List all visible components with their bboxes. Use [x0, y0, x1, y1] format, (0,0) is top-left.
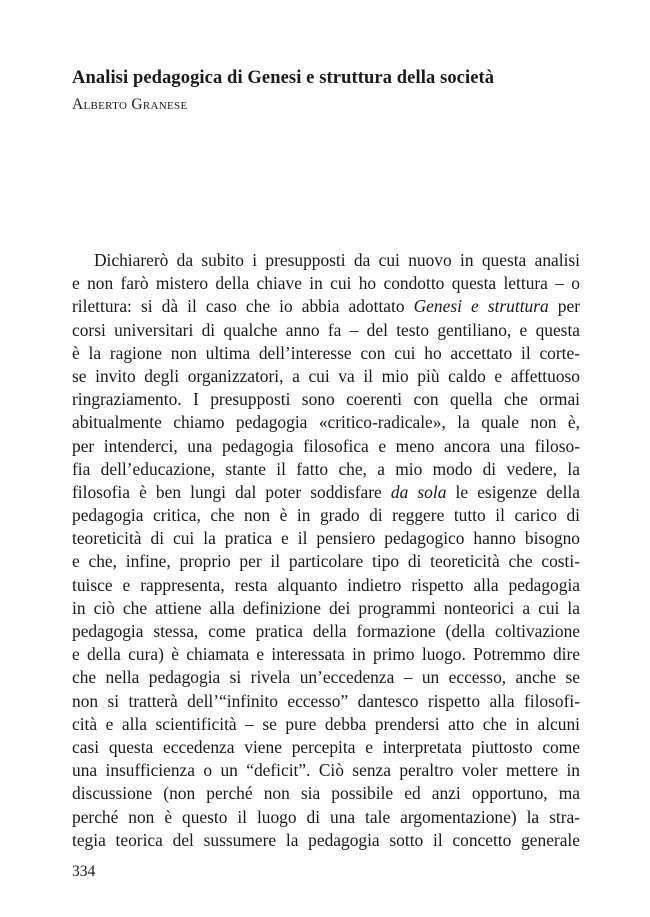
text-line: [72, 527, 580, 550]
text-run: pedagogia stessa, come pratica della formazione (della coltivazione: [72, 621, 580, 641]
article-title: Analisi pedagogica di Genesi e struttura della società: [72, 68, 495, 88]
text-line: [72, 388, 580, 411]
text-line: [72, 759, 580, 782]
text-run: rilettura: si dà il caso che io abbia adottato: [72, 296, 414, 317]
text-line: [72, 736, 580, 759]
text-line: [72, 806, 580, 829]
article-author: Alberto Granese: [72, 96, 188, 113]
text-run: per intenderci, una pedagogia filosofica e meno ancora una filoso-: [72, 435, 580, 456]
text-run: una insufficienza o un “deficit”. Ciò senza peraltro voler mettere in: [72, 760, 580, 781]
text-run: pedagogia critica, che non è in grado di reggere tutto il carico di: [72, 505, 580, 526]
text-line: [72, 550, 580, 573]
text-run: non si tratterà dell’“infinito eccesso” dantesco rispetto alla filosofi-: [72, 690, 580, 711]
text-line: [72, 504, 580, 527]
text-run: e non farò mistero della chiave in cui ho condotto questa lettura – o: [72, 273, 580, 294]
text-run: perché non è questo il luogo di una tale argomentazione) la stra-: [72, 806, 580, 827]
text-line: [72, 620, 580, 643]
body-paragraph: [72, 249, 580, 852]
text-line: [72, 829, 580, 852]
italic-title: Genesi e struttura: [413, 296, 549, 317]
text-run: se invito degli organizzatori, a cui va il mio più caldo e affettuoso: [72, 365, 580, 386]
text-line: [72, 365, 580, 388]
text-run: teoreticità di cui la pratica e il pensiero pedagogico hanno bisogno: [72, 528, 580, 549]
italic-title: da sola: [390, 481, 447, 502]
text-line: [72, 574, 580, 597]
text-run: tuisce e rappresenta, resta alquanto indietro rispetto alla pedagogia: [72, 574, 580, 595]
text-line: [72, 713, 580, 736]
text-line: [72, 782, 580, 805]
text-run: tegia teorica del sussumere la pedagogia sotto il concetto generale: [72, 829, 580, 850]
text-line: [72, 458, 580, 481]
text-line: [72, 435, 580, 458]
text-run: Dichiarerò da subito i presupposti da cui nuovo in questa analisi: [94, 250, 580, 270]
text-line: [72, 249, 580, 272]
text-run: le esigenze della: [446, 481, 581, 502]
text-run: per: [548, 296, 580, 317]
text-line: [72, 342, 580, 365]
text-run: discussione (non perché non sia possibile ed anzi opportuno, ma: [72, 783, 580, 804]
text-run: ringraziamento. I presupposti sono coerenti con quella che ormai: [72, 389, 580, 410]
text-run: che nella pedagogia si rivela un’eccedenza – un eccesso, anche se: [72, 667, 580, 688]
text-run: abitualmente chiamo pedagogia «critico-radicale», la quale non è,: [72, 412, 580, 433]
text-line: [72, 295, 580, 318]
text-run: cità e alla scientificità – se pure debba prendersi atto che in alcuni: [72, 713, 580, 734]
text-run: e della cura) è chiamata e interessata in primo luogo. Potremmo dire: [72, 644, 580, 665]
text-line: [72, 481, 580, 504]
text-run: fia dell’educazione, stante il fatto che, a mio modo di vedere, la: [72, 458, 580, 479]
text-line: [72, 597, 580, 620]
page-number: 334: [72, 863, 96, 880]
text-line: [72, 643, 580, 666]
text-line: [72, 690, 580, 713]
text-run: corsi universitari di qualche anno fa – del testo gentiliano, e questa: [72, 319, 580, 340]
text-line: [72, 319, 580, 342]
text-run: e che, infine, proprio per il particolare tipo di teoreticità che costi-: [72, 551, 580, 572]
text-line: [72, 272, 580, 295]
text-line: [72, 411, 580, 434]
text-run: in ciò che attiene alla definizione dei programmi nonteorici a cui la: [72, 597, 580, 618]
text-run: casi questa eccedenza viene percepita e interpretata piuttosto come: [72, 736, 580, 757]
text-run: è la ragione non ultima dell’interesse con cui ho accettato il corte-: [72, 342, 580, 363]
text-line: [72, 666, 580, 689]
text-run: filosofia è ben lungi dal poter soddisfare: [72, 481, 391, 502]
